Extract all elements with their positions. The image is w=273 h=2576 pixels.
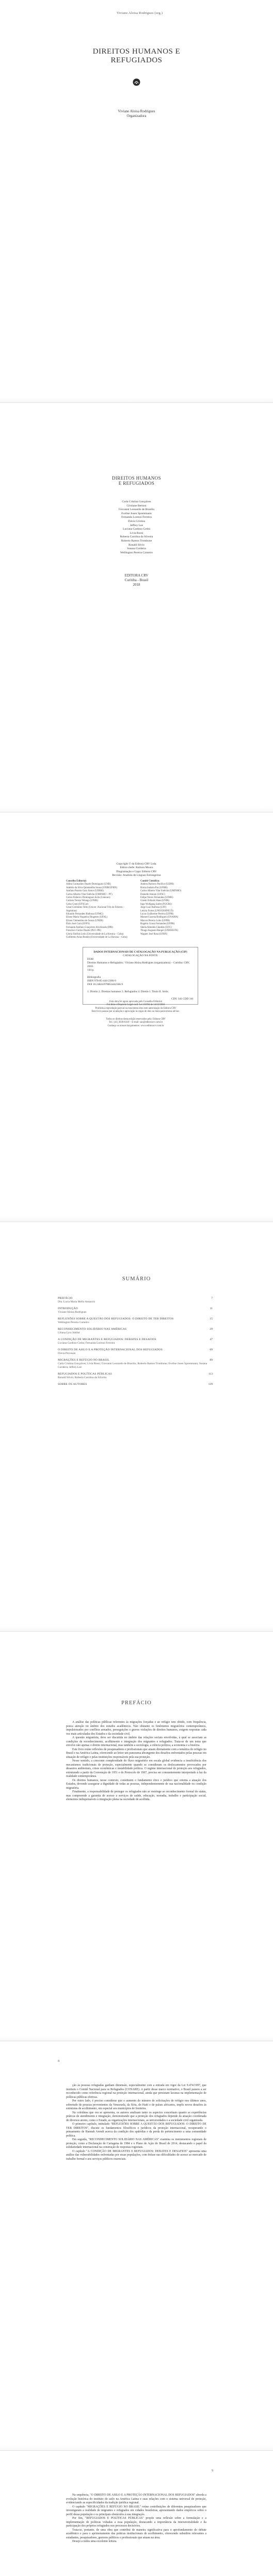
- page-edge: [0, 2445, 273, 2451]
- imprint-block: [0, 573, 273, 587]
- collaborator: Roberta Carolina da Silveira: [120, 535, 153, 539]
- toc-item[interactable]: [58, 1338, 213, 1345]
- legal-note: Foi feito o Depósito Legal conf. Lei 10.994 de 14/12/2004: [106, 1004, 165, 1007]
- committee-member: Danielle Annoni (UFSC): [140, 893, 165, 896]
- paragraph: Por fim, "REFUGIADOS E POLÍTICAS PÚBLICAS" propõe uma reflexão sobre a formulação e a implementação de políticas voltadas a essa população, destacando a importância da intersetorialidade e da participação dos próprios refugiados nos processos decisórios.: [66, 2517, 206, 2528]
- half-title-page: [0, 0, 273, 403]
- committee-member: Bruna Sudaria Paz (UFRR): [140, 886, 168, 889]
- committee-member: Gisele Zelinski Haas (UNIR): [140, 900, 170, 903]
- toc-item-author: Dra. Lucia Maria Mello Amancio: [58, 1300, 95, 1303]
- collaborator: Giovanni Leonardo de Brasiliu: [118, 508, 155, 512]
- toc-item-page: 7: [211, 1297, 213, 1300]
- book-title-line1: DIREITOS HUMANOS E: [92, 47, 181, 56]
- committee-member: Carlos Alberto Vilar Estêvão (UMINHO): [140, 890, 182, 893]
- organizer-block: [0, 109, 273, 118]
- copyright-line: Revisão: Analista de Línguas Estrangeiras: [112, 874, 161, 877]
- title-page: [0, 410, 273, 812]
- catalog-line: Direitos Humanos e Refugiados / Viviane Aloisa Rodrigues (organizadora) – Curitiba: CRV, 2018.: [87, 961, 190, 968]
- publisher-contact-line: Conheça os nossos lançamentos: www.editoracrv.com.br: [107, 1024, 164, 1027]
- page-edge: [0, 2036, 273, 2041]
- page-body: [66, 2084, 206, 2161]
- copyright-lines: [0, 862, 273, 878]
- catalog-line: DOI 10.24824/978854442366.9: [87, 983, 123, 986]
- paragraph: Em seguida, "RECONHECIMENTO SOLIDÁRIO NAS AMÉRICAS" examina os instrumentos regionais de proteção, como a Declaração de Cartagena de 1984 e o Plano de Ação do Brasil de 2014, destacando o papel da solidariedade internacional na construção de respostas regionais.: [66, 2138, 206, 2149]
- title-page-line1: DIREITOS HUMANOS: [112, 476, 161, 481]
- committee-member: Manoel Lucena Rodrigues (UNAMA): [140, 916, 179, 919]
- catalog-subheading: CATALOGAÇÃO NA FONTE: [123, 954, 158, 957]
- catalog-line: 1. Direito 2. Direitos humanos 3. Refugiados 4. Direito I. Título II. Série.: [87, 990, 169, 993]
- toc-item[interactable]: [58, 1348, 213, 1355]
- page-number: 8: [58, 2059, 60, 2063]
- paragraph: Finalmente, a responsabilidade de proteger os refugiados não se restringe ao reconhecimento formal do status, mas compreende a garantia de acesso a serviços de saúde, educação, moradia, trabalho e participação social, elementos indispensáveis à integração plena na sociedade de acolhida.: [66, 1790, 206, 1801]
- committee-member: Jorge Luiz Barbosa (UFF): [140, 906, 167, 909]
- publisher-name: EDITORA CRV: [124, 573, 149, 578]
- committee-member: Andrea Pacheco Pacífico (UEPB): [140, 883, 174, 886]
- toc-item-title: RECONHECIMENTO SOLIDÁRIO NAS AMÉRICAS: [58, 1328, 127, 1331]
- committee-member: Letícia Fortes (UNOCHAPECÓ): [140, 909, 173, 912]
- text-page: [0, 2458, 273, 2576]
- collaborator: Lívia Rossi: [130, 531, 143, 535]
- council-member: Andréia da Silva Quintanilha Sousa (UNIR/UFRN): [66, 886, 117, 889]
- collaborator: Wellington Pereira Carneiro: [120, 551, 153, 554]
- committee-member: Ingo Wolfgang Sarlet (PUCRS): [140, 903, 172, 906]
- toc-item-page: 139: [208, 1383, 213, 1386]
- collaborator-list: [0, 500, 273, 555]
- paragraph: Na sequência, "O DIREITO DE ASILO E A PROTEÇÃO INTERNACIONAL DOS REFUGIADOS" aborda a evolução histórica do instituto do asilo na América Latina e suas relações com o sistema universal de proteção, evidenciando as especificidades da tradição jurídica regional.: [66, 2494, 206, 2504]
- committee-member: Rogério Grassi Fernandes (UFPR): [140, 923, 175, 926]
- committee-member: Lucas Guilherme Pereira (UFPR): [140, 913, 174, 916]
- copyright-line: Diagramação e Capa: Editora CRV: [116, 870, 157, 873]
- council-member: Elione Maria Nogueira Diogenes (UFAL): [66, 916, 108, 919]
- council-member: Carmen Tereza Velanga (UNIR): [66, 900, 98, 903]
- council-heading: Conselho Editorial:: [66, 880, 87, 883]
- committee-member: Felipe Neves Fernandes (UFMS): [140, 896, 173, 900]
- paragraph: Os direitos humanos, nesse contexto, constituem o fundamento ético e jurídico que orienta a atuação dos Estados, devendo assegurar a dignidade de todas as pessoas, independentemente de sua nacionalidade ou condição migratória.: [66, 1778, 206, 1790]
- catalog-line: Bibliografia: [87, 976, 101, 979]
- collaborator: Ronald Silvio: [129, 543, 144, 547]
- committee-member: Thiago Augusto Rangel (UNIOESTE): [140, 929, 179, 933]
- council-member: Gloria Fariñas León (Universidade de La Havana – Cuba): [66, 933, 124, 936]
- toc-item-page: 69: [210, 1348, 213, 1351]
- paragraph: A análise das políticas públicas referentes às migrações forçadas e ao refúgio tem obtido, com frequência, pouca atenção no âmbito dos estudos acadêmicos. Não obstante os fenômenos migratórios contemporâneos, impulsionados por conflitos armados, perseguições e graves violações de direitos humanos, exigem respostas cada vez mais articuladas dos Estados e da sociedade civil.: [66, 1721, 206, 1736]
- toc-item-title: MIGRAÇÕES E REFÚGIO NO BRASIL: [58, 1359, 109, 1362]
- editorial-council: [66, 880, 133, 939]
- paragraph: Trata-se, portanto, de uma obra que contribui de maneira significativa para o aprofundamento do debate acadêmico e para o aprimoramento das práticas institucionais de acolhimento, oferecendo subsídios relevantes a estudantes, pesquisadores, gestores públicos e profissionais que atuam na área.: [66, 2528, 206, 2539]
- committee-member: Sheila Almeida Cândido (UFC): [140, 926, 172, 929]
- preface-body: [66, 1721, 206, 1802]
- council-member: Elizeu Clementino de Souza (UNEB): [66, 919, 103, 922]
- catalog-line: 144 p.: [87, 969, 94, 972]
- copyright-page: [0, 819, 273, 1222]
- toc-item-page: 89: [210, 1359, 213, 1362]
- page-edge: [0, 807, 273, 812]
- collaborator: Fernanda Lorenzi Ferreira: [121, 516, 152, 519]
- publisher-city: Curitiba - Brasil: [124, 578, 149, 582]
- toc-item-author: Wellington Pereira Carneiro: [58, 1321, 89, 1324]
- collaborator: Cristiane Bertoni: [126, 504, 147, 507]
- toc-item-author: Viviane Aloisa Rodrigues: [58, 1311, 87, 1314]
- toc-item[interactable]: [58, 1328, 213, 1335]
- organizer-role: Organizadora: [126, 114, 147, 118]
- toc-item-author: Liliana Lyra Jubilut: [58, 1331, 80, 1334]
- toc-item[interactable]: [58, 1383, 213, 1386]
- text-page: [0, 2048, 273, 2451]
- council-member: Fernando Antônio Gonçalves Alcoforado (IPB): [66, 926, 113, 929]
- catalog-line: D598: [87, 958, 93, 961]
- committee-member: Marcos Pereira Lobo (UFPB): [140, 919, 170, 922]
- paragraph: Desejo a todos uma excelente leitura.: [72, 2540, 117, 2543]
- page-body: [66, 2494, 206, 2544]
- council-member: Guillermo Arias Beatón (Universidade de La Havana – Cuba): [66, 936, 127, 939]
- page-edge: [0, 1626, 273, 1632]
- toc-item-page: 15: [210, 1317, 213, 1320]
- toc-item-author: Carla Cristina Gonçalves; Lívia Rossi; Giovanni Leonardo de Brasiliu; Roberto Ramos Trombone; Evelise Josen Spremmann; Susana Cordeira; Jeffrey Lee: [58, 1362, 207, 1369]
- page-edge: [0, 397, 273, 403]
- collaborator: Carla Cristina Gonçalves: [122, 500, 151, 503]
- catalog-line: [87, 994, 194, 997]
- running-head: Viviane Aloisa Rodrigues (org.): [117, 11, 163, 15]
- preface-page: [0, 1638, 273, 2041]
- peer-review-note: Este livro passou por avaliação e aprovação às cegas de dois ou mais pareceristas ad hoc.: [91, 1010, 180, 1013]
- council-member: Antônio Pereira Gaio Júnior (UFRRJ): [66, 890, 104, 893]
- committee-member: Wagner José Rosa (UFRN): [140, 933, 168, 936]
- toc-item-title: PREFÁCIO: [58, 1297, 73, 1300]
- preface-heading: PREFÁCIO: [121, 1700, 152, 1706]
- toc-item[interactable]: [58, 1372, 213, 1380]
- toc-item-title: O DIREITO DE ASILO E A PROTEÇÃO INTERNACIONAL DOS REFUGIADOS: [58, 1348, 163, 1351]
- scientific-committee: [140, 880, 207, 936]
- council-member: Carlos Alberto Vilar Estêvão (UMINHO – PT): [66, 893, 113, 896]
- toc-item-title: SOBRE OS AUTORES: [58, 1383, 87, 1386]
- catalog-heading: DADOS INTERNACIONAIS DE CATALOGAÇÃO NA PUBLICAÇÃO (CIP): [93, 951, 187, 954]
- legal-notes: [72, 1001, 199, 1014]
- catalog-card: [83, 947, 198, 1005]
- council-member: Celso Conti (UFSCar): [66, 903, 88, 906]
- toc-item-page: 47: [210, 1338, 213, 1341]
- toc-item[interactable]: [58, 1317, 213, 1325]
- collaborator: Jeffrey Lee: [130, 523, 143, 527]
- toc-item-title: A CONDIÇÃO DE MIGRANTES E REFUGIADOS: DEBATES E DESAFIOS: [58, 1338, 156, 1341]
- toc-item-author: Flávia Piovesan: [58, 1352, 76, 1355]
- publisher-contact-line: Todos os direitos desta edição reservados pela: Editora CRV: [106, 1018, 166, 1021]
- publisher-contact: [72, 1018, 199, 1028]
- collaborator: Roberto Ramos Trombone: [121, 539, 152, 543]
- paragraph: Nesse sentido, a crescente complexidade do fluxo migratório em escala global evidencia a insuficiência dos mecanismos tradicionais de proteção, especialmente quando se consideram os deslocamentos provocados por desastres ambientais, crises econômicas e instabilidade política. O regime internacional de proteção aos refugiados, estruturado a partir da Convenção de 1951 e do Protocolo de 1967, precisa ser constantemente interpretado à luz da realidade contemporânea.: [66, 1759, 206, 1778]
- paragraph: Na coletânea que ora se apresenta, os autores analisam tanto os aspectos conceituais quanto as experiências práticas de atendimento e integração, demonstrando que a proteção dos refugiados depende da atuação coordenada de diversos atores, como o Estado, as organizações internacionais, as universidades e a sociedade civil organizada.: [66, 2111, 206, 2122]
- toc-item-title: REFLEXÕES SOBRE A QUESTÃO DOS REFUGIADOS: O DIREITO DE TER DIREITOS: [58, 1317, 174, 1320]
- council-member: Élsio José Corá (UFFS): [66, 923, 90, 926]
- paragraph: A questão migratória, deve ser discutida no âmbito das relações sociais envolvidas, à qual se associam as condições de reconhecimento, acolhimento e integração dos migrantes e refugiados. Trata-se de um tema que envolve não apenas o direito internacional, mas também a sociologia, a ciência política, a economia e a história.: [66, 1736, 206, 1747]
- collaborator: Luciana Cardoso Cedra: [123, 528, 150, 531]
- copyright-line: Editor-chefe: Railson Moura: [120, 866, 153, 870]
- toc-heading: SUMÁRIO: [122, 1276, 151, 1282]
- copyright-line: Copyright © da Editora CRV Ltda.: [116, 862, 157, 866]
- toc-item-title: INTRODUÇÃO: [58, 1307, 78, 1310]
- toc-item[interactable]: [58, 1307, 213, 1314]
- paragraph: Por outro lado, é preciso considerar que o aumento do número de solicitações de refúgio nos últimos anos, sobretudo de pessoas provenientes da Venezuela, da Síria, do Haiti e de países africanos, impôs novos desafios às estruturas de acolhimento, em especial aos municípios de fronteira.: [66, 2099, 206, 2110]
- publisher-logo-icon: [133, 78, 140, 86]
- toc-page: [0, 1229, 273, 1632]
- catalog-line: [87, 987, 194, 990]
- legal-note: Esta obra foi agora aprovada pelo Conselho Editorial: [109, 1001, 162, 1003]
- toc-item-page: 29: [210, 1328, 213, 1331]
- toc-item-author: Luciana Cardoso Cedra; Fernanda Lorenzi Ferreira: [58, 1342, 115, 1345]
- committee-heading: Comitê Científico:: [140, 880, 160, 883]
- paragraph: ção às pessoas refugiadas ganham dimensão, especialmente com a entrada em vigor da Lei 9.474/1997, que instituiu o Comitê Nacional para os Refugiados (CONARE). A partir desse marco normativo, o Brasil passou a ser reconhecido como referência regional na proteção internacional, ainda que persistam lacunas na implementação de políticas públicas efetivas.: [66, 2084, 206, 2099]
- reproduction-notice: Proibida a reprodução parcial ou total desta obra sem autorização da Editora CRV: [95, 1007, 176, 1010]
- toc-item-page: 11: [210, 1307, 213, 1310]
- paragraph: O capítulo "MIGRAÇÕES E REFÚGIO NO BRASIL" reúne contribuições de diferentes pesquisadores que investigaram a realidade de migrantes e refugiados em cidades brasileiras, apresentando dados empíricos sobre o perfil dessa população e os principais obstáculos à sua integração.: [66, 2505, 206, 2516]
- catalog-line: [87, 972, 194, 976]
- collaborator: Susana Cordeira: [127, 547, 146, 551]
- council-member: Cesar Gerónimo Tello (Univer .Nacional Três de Febrero – Argentina): [66, 906, 125, 912]
- catalog-line: CDU 341 CDD 341: [171, 997, 194, 1001]
- collaborator: Evelise Josen Spremmann: [121, 512, 152, 515]
- title-page-line2: E REFUGIADOS: [118, 481, 155, 486]
- paragraph: O capítulo "A CONDIÇÃO DE MIGRANTES E REFUGIADOS: DEBATES E DESAFIOS" apresenta uma análise das vulnerabilidades enfrentadas por essas populações, com ênfase nas dificuldades de acesso ao mercado de trabalho formal e aos serviços públicos essenciais.: [66, 2149, 206, 2161]
- toc-list: [58, 1297, 213, 1389]
- toc-item[interactable]: [58, 1359, 213, 1369]
- council-member: Carlos Federico Dominguez Avila (Unieuro): [66, 896, 110, 900]
- title-page-title: [0, 476, 273, 486]
- toc-item-author: Ronald Silvio; Roberta Carolina da Silveira: [58, 1376, 107, 1379]
- collaborator: Flávia Cristina: [127, 519, 146, 523]
- book-title-line2: REFUGIADOS: [110, 56, 163, 64]
- toc-item-title: REFUGIADOS E POLÍTICAS PÚBLICAS: [58, 1372, 112, 1376]
- toc-item-page: 113: [208, 1372, 213, 1376]
- council-member: Aldira Guimarães Duarte Domínguez (UNB): [66, 883, 111, 886]
- paragraph: Este livro reúne reflexões de pesquisadores e profissionais que atuam diretamente com a temática do refúgio no Brasil e na América Latina, oferecendo ao leitor um panorama abrangente dos desafios enfrentados pelas pessoas em situação de refúgio e pelas instituições responsáveis pela sua proteção.: [66, 1748, 206, 1759]
- catalog-line: ISBN 978-85-444-2366-9: [87, 979, 116, 982]
- council-member: Eduardo Fernandes Barbosa (UFMG): [66, 913, 104, 916]
- council-member: Francisco Carlos Duarte (PUC-PR): [66, 929, 101, 933]
- book-title: [0, 47, 273, 65]
- publisher-contact-line: Tel.: (41) 3039-6418 – E-mail: sac@editoracrv.com.br: [108, 1021, 163, 1024]
- toc-item[interactable]: [58, 1297, 213, 1304]
- page-edge: [0, 1216, 273, 1222]
- paragraph: O primeiro capítulo, intitulado "REFLEXÕES SOBRE A QUESTÃO DOS REFUGIADOS: O DIREITO DE TER DIREITOS", discute os fundamentos filosóficos e jurídicos da proteção internacional, recuperando o pensamento de Hannah Arendt acerca da condição dos apátridas e da perda do pertencimento a uma comunidade política.: [66, 2123, 206, 2138]
- publication-year: 2018: [133, 583, 140, 587]
- organizer-name: Viviane Aloisa Rodrigues: [118, 109, 155, 113]
- page-number: 9: [212, 2469, 214, 2472]
